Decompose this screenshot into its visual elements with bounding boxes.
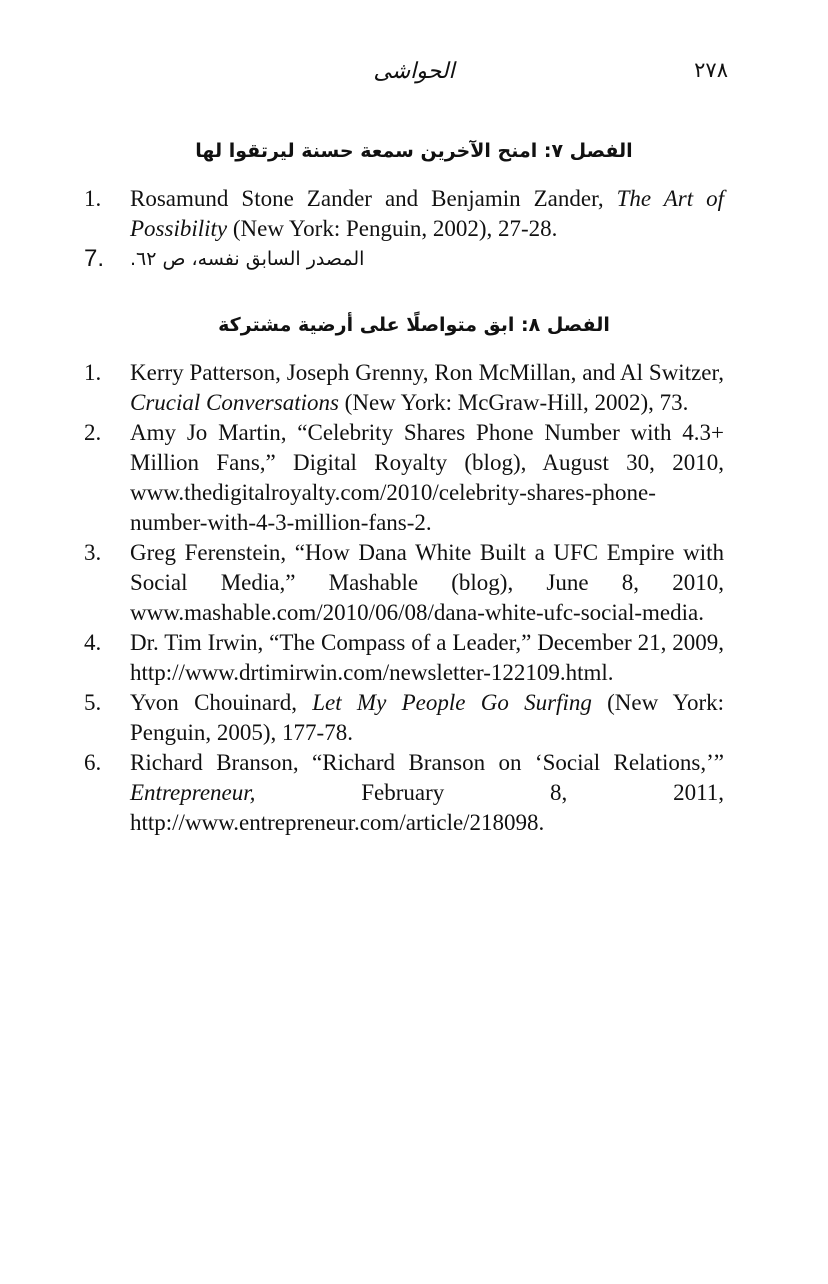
citation-text: Dr. Tim Irwin, “The Compass of a Leader,” December 21, 2009, http://www.drtimirwin.com/newsletter-122109.html. [130,630,724,685]
footnote [0,628,828,688]
citation-text: Yvon Chouinard, [130,690,313,715]
footnote [0,244,828,274]
citation-title: The Art of Possibility [130,186,724,241]
chapter-7-section [0,136,828,274]
footnote-text [130,186,724,241]
citation-text: (New York: Penguin, 2002), 27-28. [227,216,558,241]
footnote-number: 3. [84,540,102,565]
chapter-8-notes [0,358,828,838]
citation-text: Greg Ferenstein, “How Dana White Built a UFC Empire with Social Media,” Mashable (blog), June 8, 2010, www.mashable.com/2010/06/08/dana-white-ufc-social-media. [130,540,724,625]
footnote-text [130,360,724,415]
page-number: ٢٧٨ [694,58,728,82]
citation-title: Crucial Conversations [130,390,339,415]
footnote-text [130,540,724,625]
footnote-number: 6. [84,750,102,775]
page-header [0,58,828,92]
footnote-number: 7. [84,245,105,272]
citation-text: (New York: Penguin, 2005), 177-78. [130,690,725,745]
footnote [0,418,828,538]
citation-text: Richard Branson, “Richard Branson on ‘Social Relations,’” [130,750,724,775]
citation-title: Let My People Go Surfing [312,690,592,715]
footnote-number: 4. [84,630,102,655]
footnote-text [130,244,724,274]
citation-text: Rosamund Stone Zander and Benjamin Zander, [130,186,617,211]
citation-text: February 8, 2011, http://www.entrepreneur.com/article/218098. [130,780,724,835]
footnote-number: 1. [84,186,102,211]
citation-text: المصدر السابق نفسه، ص ٦٢. [130,248,365,270]
footnote-number: 2. [84,420,102,445]
chapter-7-notes [0,184,828,274]
footnote [0,184,828,244]
footnote-number: 1. [84,360,102,385]
footnote-text [130,630,724,685]
footnote [0,358,828,418]
footnote-text [130,420,724,535]
citation-text: Kerry Patterson, Joseph Grenny, Ron McMillan, and Al Switzer, [130,360,724,385]
citation-text: Amy Jo Martin, “Celebrity Shares Phone Number with 4.3+ Million Fans,” Digital Royalty (blog), August 30, 2010, www.thedigitalroyalty.com/2010/celebrity-shares-phone-number-with-4-3-million-fans-2. [130,420,724,535]
footnote [0,748,828,838]
chapter-8-heading: الفصل ٨: ابق متواصلًا على أرضية مشتركة [218,314,610,336]
running-title: الحواشى [373,58,455,83]
chapter-8-section [0,310,828,838]
chapter-7-heading: الفصل ٧: امنح الآخرين سمعة حسنة ليرتقوا لها [195,140,633,162]
citation-title: Entrepreneur, [130,780,256,805]
footnote-text [130,690,724,745]
footnote [0,538,828,628]
footnote-text [130,750,724,835]
citation-text: (New York: McGraw-Hill, 2002), 73. [338,390,689,415]
footnote-number: 5. [84,690,102,715]
footnote [0,688,828,748]
